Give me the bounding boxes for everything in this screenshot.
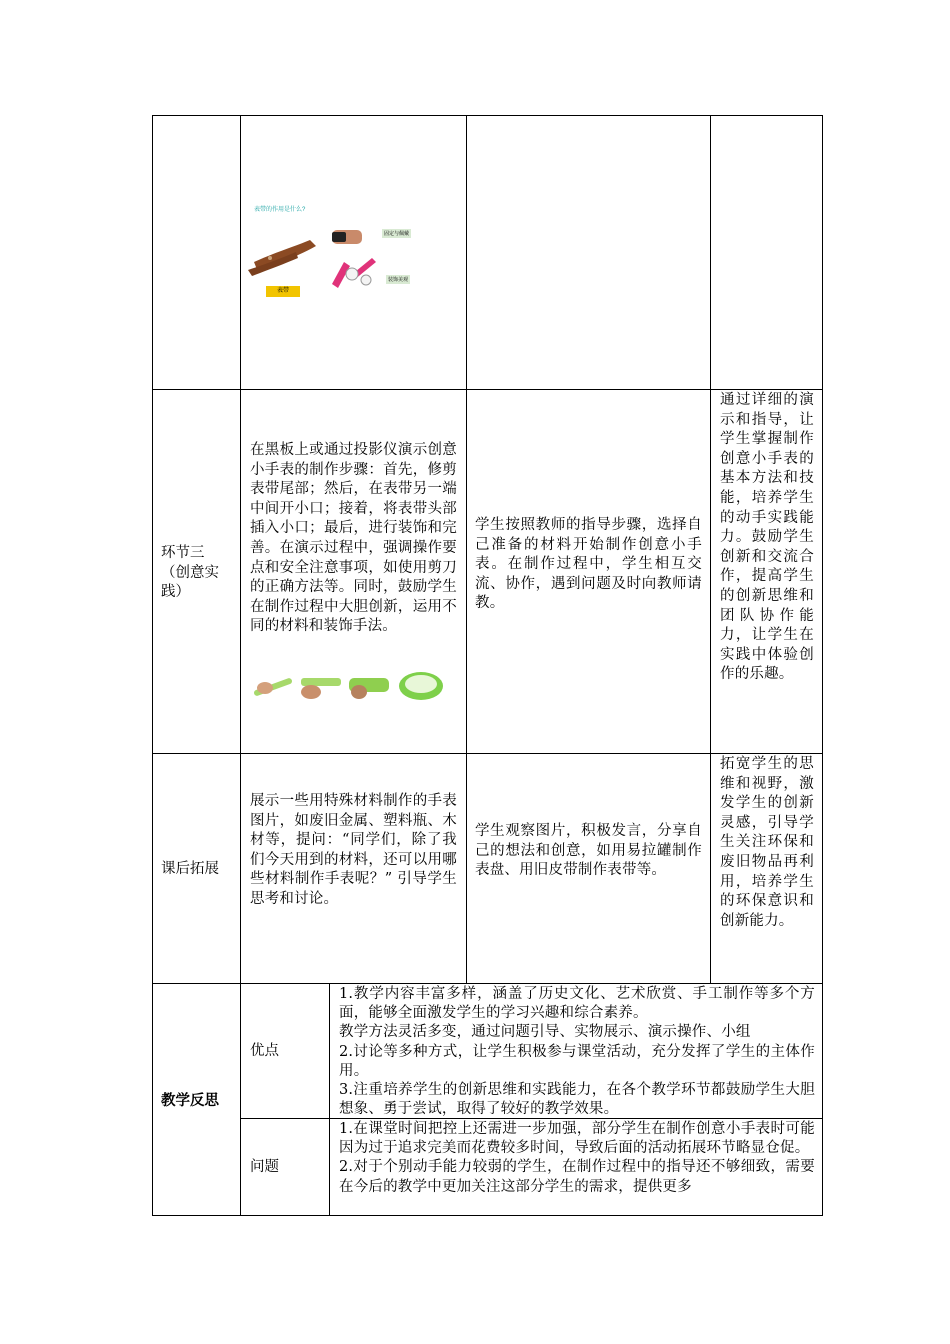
strength-item: 2.讨论等多种方式，让学生积极参与课堂活动，充分发挥了学生的主体作用。 <box>339 1043 815 1079</box>
row-divider <box>152 983 823 984</box>
strength-item: 3.注重培养学生的创新思维和实践能力，在各个教学环节都鼓励学生大胆想象、勇于尝试，取得了较好的教学效果。 <box>339 1082 815 1118</box>
image-caption: 表带的作用是什么? <box>254 207 306 213</box>
stage-label: 课后拓展 <box>161 861 219 877</box>
tag-strap: 表带 <box>266 286 300 297</box>
strength-item: 1.教学内容丰富多样，涵盖了历史文化、艺术欣赏、手工制作等多个方面，能够全面激发学生的学习兴趣和综合素养。 <box>339 986 815 1022</box>
strengths-list <box>339 985 815 1119</box>
problem-item: 1.在课堂时间把控上还需进一步加强，部分学生在制作创意小手表时可能因为过于追求完美而花费较多时间，导致后面的活动拓展环节略显仓促。 <box>339 1121 815 1157</box>
col-divider <box>329 983 330 1216</box>
row-divider <box>152 753 823 754</box>
tag-decor: 装饰美观 <box>388 277 409 283</box>
craft-steps-image <box>251 668 447 702</box>
reflection-title: 教学反思 <box>161 1092 219 1109</box>
strength-item: 教学方法灵活多变，通过问题引导、实物展示、演示操作、小组 <box>339 1024 751 1041</box>
problems-label: 问题 <box>250 1159 279 1175</box>
problem-item: 2.对于个别动手能力较弱的学生，在制作过程中的指导还不够细致，需要在今后的教学中更加关注这部分学生的需求，提供更多 <box>339 1159 815 1195</box>
problems-list <box>339 1120 815 1214</box>
watch-strap-illustration <box>246 200 426 305</box>
col-divider <box>466 115 467 983</box>
stage-label: 环节三（创意实践） <box>161 545 219 601</box>
teacher-activity: 展示一些用特殊材料制作的手表图片，如废旧金属、塑料瓶、木材等，提问：“同学们，除了我们今天用到的材料，还可以用哪些材料制作手表呢？” 引导学生思考和讨论。 <box>250 793 457 907</box>
tag-fix: 固定与佩戴 <box>384 231 410 237</box>
col-divider <box>240 115 241 1216</box>
teacher-activity: 在黑板上或通过投影仪演示创意小手表的制作步骤：首先，修剪表带尾部；然后，在表带另一端中间开小口；接着，将表带头部插入小口；最后，进行装饰和完善。在演示过程中，强调操作要点和安全注意事项，如使用剪刀的正确方法等。同时，鼓励学生在制作过程中大胆创新，运用不同的材料和装饰手法。 <box>250 442 457 635</box>
strengths-label: 优点 <box>250 1043 279 1059</box>
col-divider <box>710 115 711 983</box>
design-intent: 拓宽学生的思维和视野，激发学生的创新灵感，引导学生关注环保和废旧物品再利用，培养学生的环保意识和创新能力。 <box>720 756 814 929</box>
student-activity: 学生按照教师的指导步骤，选择自己准备的材料开始制作创意小手表。在制作过程中，学生相互交流、协作，遇到问题及时向教师请教。 <box>475 517 702 612</box>
row-divider <box>152 389 823 390</box>
student-activity: 学生观察图片，积极发言，分享自己的想法和创意，如用易拉罐制作表盘、用旧皮带制作表带等。 <box>475 823 702 879</box>
design-intent: 通过详细的演示和指导，让学生掌握制作创意小手表的基本方法和技能，培养学生的动手实践能力。鼓励学生创新和交流合作，提高学生的创新思维和团队协作能力，让学生在实践中体验创作的乐趣。 <box>720 392 814 683</box>
